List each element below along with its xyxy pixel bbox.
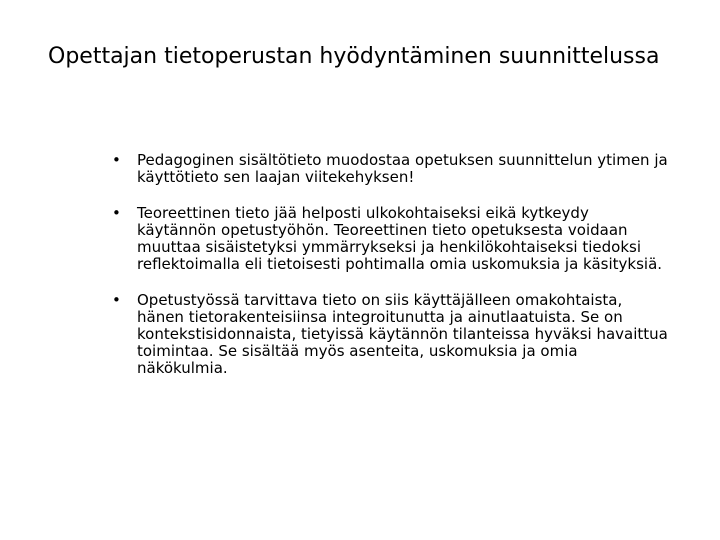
bullet-dot-icon: •	[112, 151, 121, 169]
bullet-item	[112, 292, 672, 377]
bullet-text: Opetustyössä tarvittava tieto on siis käyttäjälleen omakohtaista, hänen tietorakenteisiinsa integroitunutta ja ainutlaatuista. Se on kontekstisidonnaista, tietyissä käytännön tilanteissa hyväksi havaittua toimintaa. Se sisältää myös asenteita, uskomuksia ja omia näkökulmia.	[137, 291, 668, 377]
bullet-item	[112, 152, 672, 186]
bullet-text: Pedagoginen sisältötieto muodostaa opetuksen suunnittelun ytimen ja käyttötieto sen laajan viitekehyksen!	[137, 151, 668, 186]
bullet-text: Teoreettinen tieto jää helposti ulkokohtaiseksi eikä kytkeydy käytännön opetustyöhön. Teoreettinen tieto opetuksesta voidaan muuttaa sisäistetyksi ymmärrykseksi ja henkilökohtaiseksi tiedoksi reflektoimalla eli tietoisesti pohtimalla omia uskomuksia ja käsityksiä.	[137, 204, 663, 273]
slide-title: Opettajan tietoperustan hyödyntäminen suunnittelussa	[48, 44, 660, 69]
bullet-item	[112, 205, 672, 273]
bullet-dot-icon: •	[112, 291, 121, 309]
bullet-list	[112, 152, 672, 396]
bullet-dot-icon: •	[112, 204, 121, 222]
